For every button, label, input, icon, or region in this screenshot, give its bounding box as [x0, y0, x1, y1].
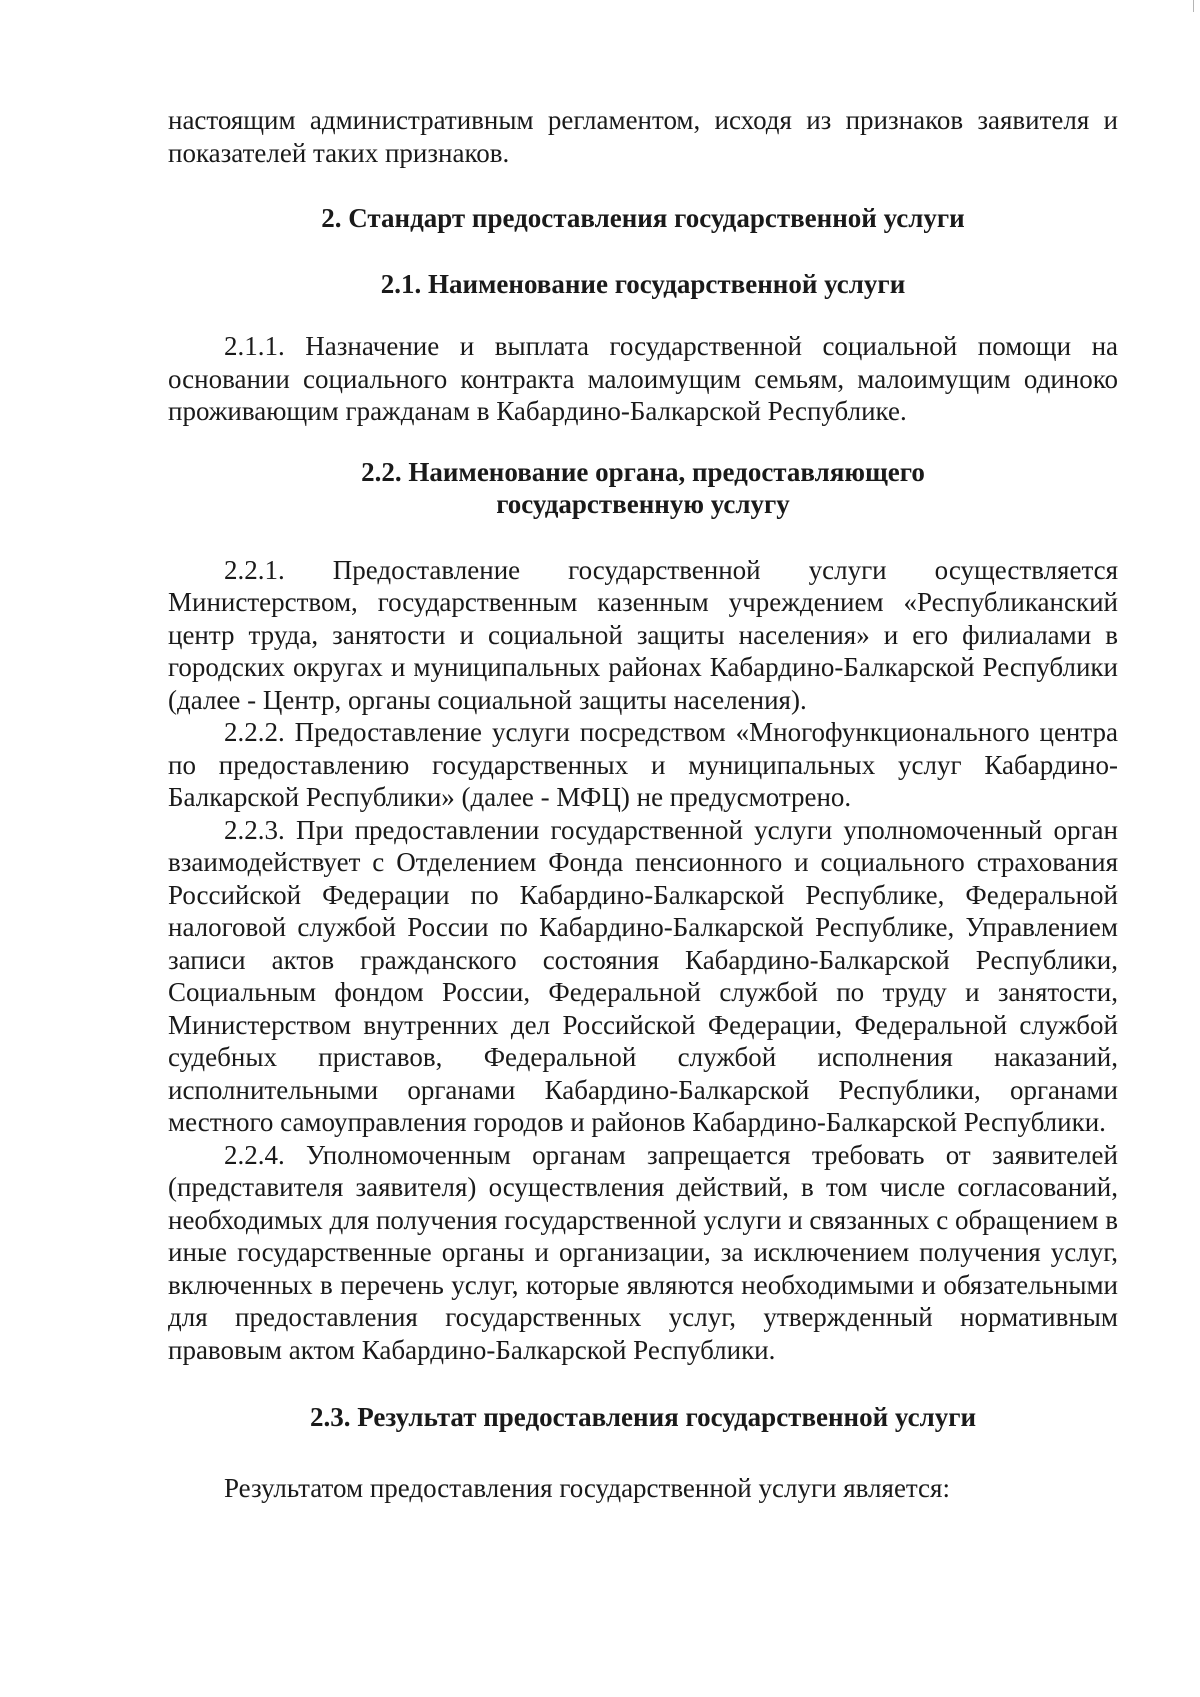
paragraph-2-2-4: 2.2.4. Уполномоченным органам запрещается требовать от заявителей (представителя заявителя) осуществления действий, в том числе согласований, необходимых для получения государственной услуги и связанных с обращением в иные государственные органы и организации, за исключением получения услуг, включенных в перечень услуг, которые являются необходимыми и обязательными для предоставления государственных услуг, утвержденный нормативным правовым актом Кабардино-Балкарской Республики. — [168, 1139, 1118, 1365]
paragraph-2-2-1: 2.2.1. Предоставление государственной услуги осуществляется Министерством, государственным казенным учреждением «Республиканский центр труда, занятости и социальной защиты населения» и его филиалами в городских округах и муниципальных районах Кабардино-Балкарской Республики (далее - Центр, органы социальной защиты населения). — [168, 554, 1118, 715]
section-2-title: 2. Стандарт предоставления государственной услуги — [321, 203, 965, 233]
section-2-2-title-line-1: 2.2. Наименование органа, предоставляющего — [361, 456, 925, 487]
paragraph-2-3: Результатом предоставления государственной услуги является: — [224, 1472, 950, 1503]
scan-artifact — [1193, 0, 1194, 12]
section-2-3-title: 2.3. Результат предоставления государственной услуги — [309, 1402, 977, 1432]
section-2-1-title: 2.1. Наименование государственной услуги — [380, 268, 906, 299]
paragraph-2-2-2: 2.2.2. Предоставление услуги посредством «Многофункционального центра по предоставлению государственных и муниципальных услуг Кабардино-Балкарской Республики» (далее - МФЦ) не предусмотрено. — [168, 717, 1118, 812]
document-body — [168, 104, 1118, 1504]
section-2-2-title — [168, 456, 1118, 521]
intro-paragraph: настоящим административным регламентом, исходя из признаков заявителя и показателей таких признаков. — [168, 105, 1118, 168]
section-2-2-title-line-2: государственную услугу — [496, 489, 790, 519]
paragraph-2-1-1: 2.1.1. Назначение и выплата государственной социальной помощи на основании социального контракта малоимущим семьям, малоимущим одиноко проживающим гражданам в Кабардино-Балкарской Республике. — [168, 331, 1118, 426]
paragraph-2-2-3: 2.2.3. При предоставлении государственной услуги уполномоченный орган взаимодействует с Отделением Фонда пенсионного и социального страхования Российской Федерации по Кабардино-Балкарской Республике, Федеральной налоговой службой России по Кабардино-Балкарской Республике, Управлением записи актов гражданского состояния Кабардино-Балкарской Республики, Социальным фондом России, Федеральной службой по труду и занятости, Министерством внутренних дел Российской Федерации, Федеральной службой судебных приставов, Федеральной службой исполнения наказаний, исполнительными органами Кабардино-Балкарской Республики, органами местного самоуправления городов и районов Кабардино-Балкарской Республики. — [168, 814, 1118, 1137]
